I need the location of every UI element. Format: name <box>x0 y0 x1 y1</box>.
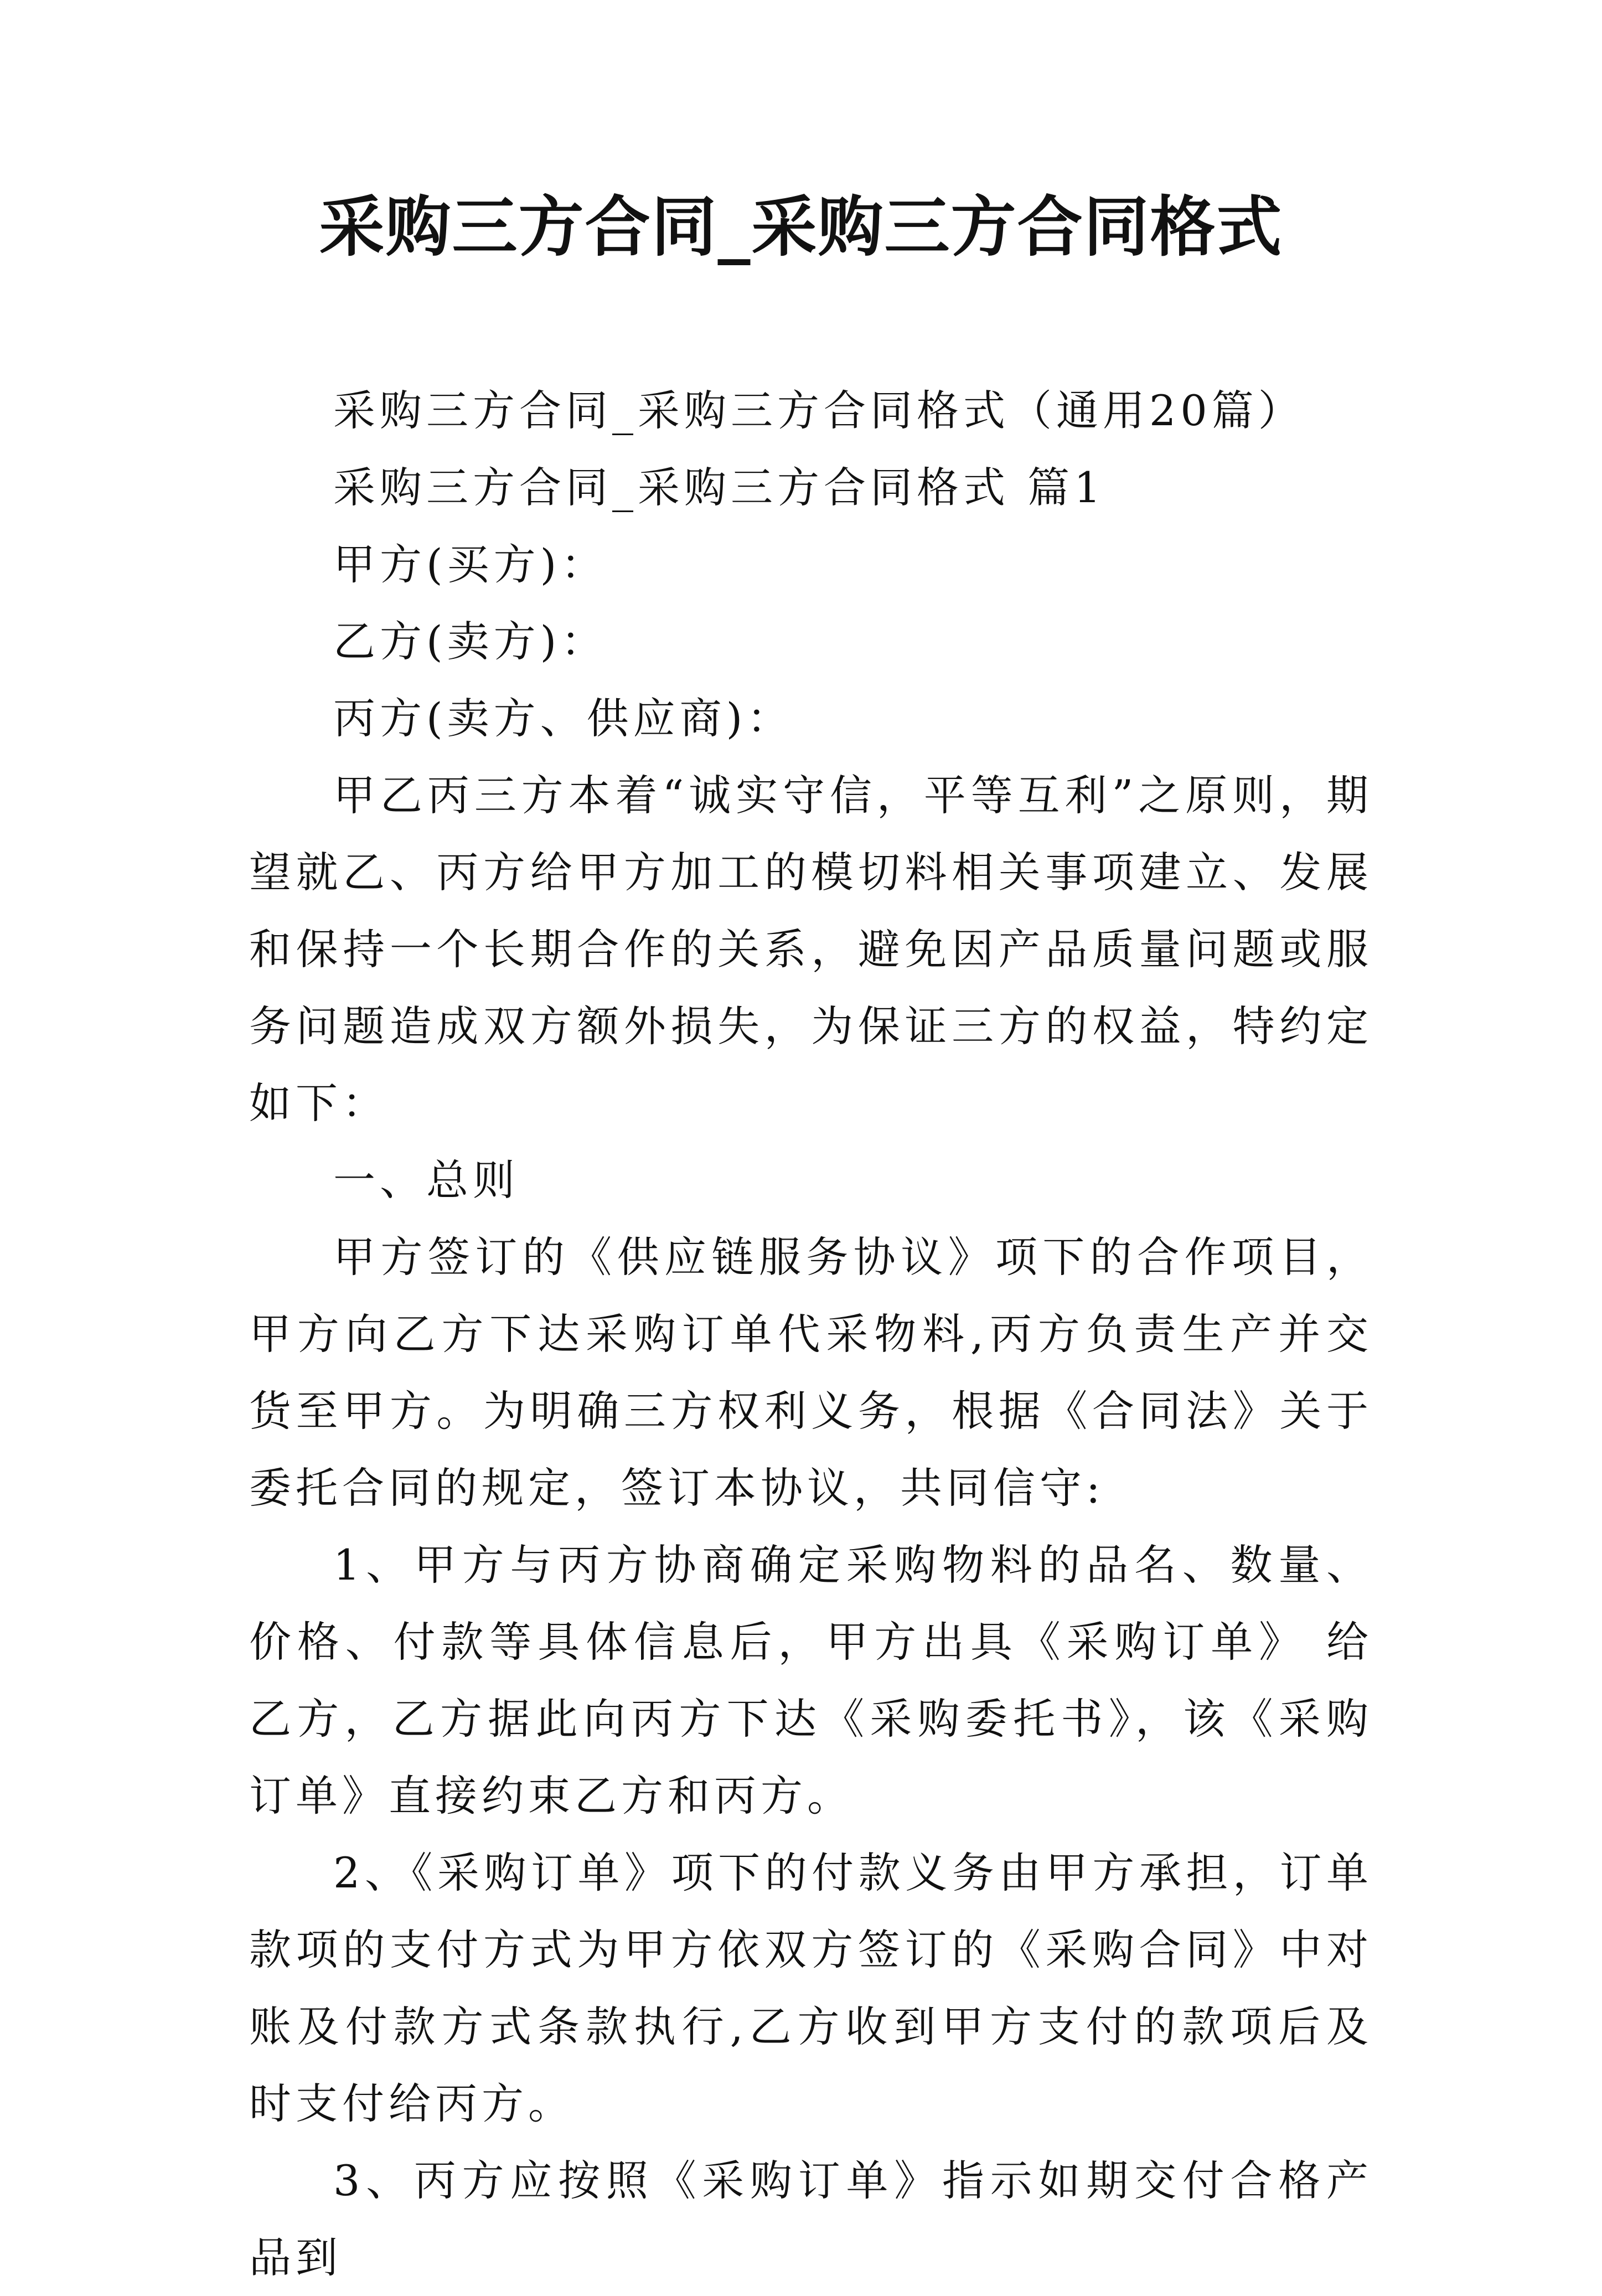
paragraph-preamble: 甲乙丙三方本着“诚实守信，平等互利”之原则，期望就乙、丙方给甲方加工的模切料相关事项建立、发展和保持一个长期合作的关系，避免因产品质量问题或服务问题造成双方额外损失，为保证三方的权益，特约定如下： <box>249 771 1373 1128</box>
paragraph-clause-3: 3、丙方应按照《采购订单》指示如期交付合格产品到 <box>249 2156 1373 2282</box>
paragraph-subtitle: 采购三方合同_采购三方合同格式（通用20篇） <box>333 386 1305 435</box>
paragraph-clause-2: 2、《采购订单》项下的付款义务由甲方承担，订单款项的支付方式为甲方依双方签订的《采购合同》中对账及付款方式条款执行,乙方收到甲方支付的款项后及时支付给丙方。 <box>249 1848 1373 2128</box>
party-b-line: 乙方(卖方)： <box>333 617 608 666</box>
document-body <box>249 372 1373 2296</box>
paragraph-clause-1: 1、甲方与丙方协商确定采购物料的品名、数量、价格、付款等具体信息后，甲方出具《采购订单》 给乙方，乙方据此向丙方下达《采购委托书》，该《采购订单》直接约束乙方和丙方。 <box>249 1540 1373 1820</box>
paragraph-section-heading: 采购三方合同_采购三方合同格式 篇1 <box>333 463 1105 512</box>
paragraph-chapter-heading: 一、总则 <box>333 1155 519 1205</box>
party-c-line: 丙方(卖方、供应商)： <box>333 694 794 743</box>
party-a-line: 甲方(买方)： <box>333 540 608 589</box>
document-title: 采购三方合同_采购三方合同格式 <box>319 189 1283 265</box>
paragraph-general: 甲方签订的《供应链服务协议》项下的合作项目，甲方向乙方下达采购订单代采物料,丙方负责生产并交货至甲方。为明确三方权利义务，根据《合同法》关于委托合同的规定，签订本协议，共同信守: <box>249 1232 1373 1513</box>
